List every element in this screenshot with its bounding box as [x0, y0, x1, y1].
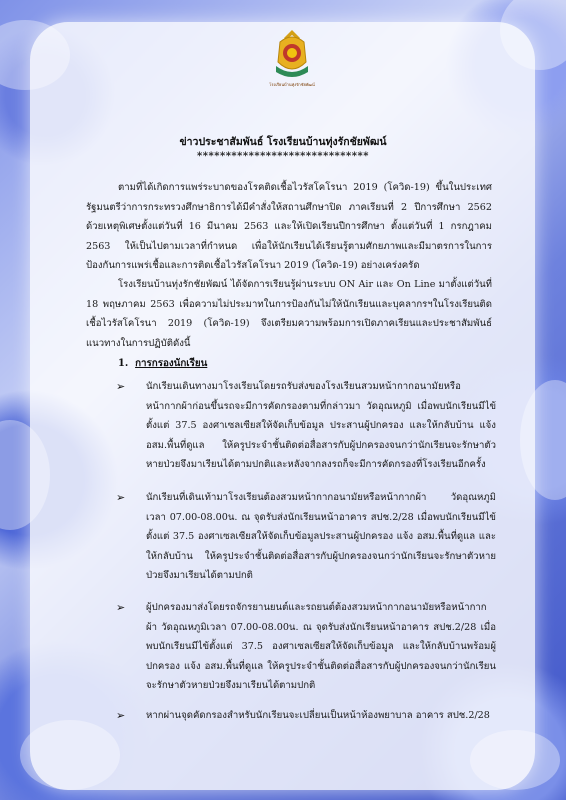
list-item-text: นักเรียนที่เดินเท้ามาโรงเรียนต้องสวมหน้ากากอนามัยหรือหน้ากากผ้า วัดอุณหภูมิ เวลา 07.00-08.00น. ณ จุดรับส่งนักเรียนหน้าอาคาร สปช.2/28 เมื่อพบนักเรียนมีไข้ตั้งแต่ 37.5 องศาเซลเซียสให้จัดเก็บข้อมูลประสานผู้ปกครอง แจ้ง อสม.พื้นที่ดูแล และให้กลับบ้าน ให้ครูประจำชั้นติดต่อสื่อสารกับผู้ปกครองจนกว่านักเรียนจะรักษาตัวหายป่วยจึงมาเรียนได้ตามปกติ — [146, 492, 496, 582]
arrow-bullet-icon: ➢ — [116, 380, 126, 393]
list-item — [116, 706, 496, 726]
section-number: 1. — [118, 358, 129, 369]
list-item — [116, 488, 496, 586]
logo-caption: โรงเรียนบ้านทุ่งรักชัยพัฒน์ — [269, 82, 315, 87]
list-item — [116, 598, 496, 696]
page-title: ข่าวประชาสัมพันธ์ โรงเรียนบ้านทุ่งรักชัยพัฒน์ — [179, 136, 387, 148]
separator: ****************************** — [197, 151, 369, 162]
intro-paragraph: ตามที่ได้เกิดการแพร่ระบาดของโรคติดเชื้อไวรัสโคโรนา 2019 (โควิด-19) ขึ้นในประเทศ รัฐมนตรีว่าการกระทรวงศึกษาธิการได้มีคำสั่งให้สถานศึกษาปิด ภาคเรียนที่ 2 ปีการศึกษา 2562 ด้วยเหตุพิเศษตั้งแต่วันที่ 16 มีนาคม 2563 และให้เปิดเรียนปีการศึกษา ตั้งแต่วันที่ 1 กรกฎาคม 2563 ให้เป็นไปตามเวลาที่กำหนด เพื่อให้นักเรียนได้เรียนรู้ตามศักยภาพและมีมาตรการในการป้องกันการแพร่เชื้อและการติดเชื้อไวรัสโคโรนา 2019 (โควิด-19) อย่างเคร่งครัด — [86, 182, 492, 272]
school-emblem-icon — [270, 28, 314, 80]
arrow-bullet-icon: ➢ — [116, 601, 126, 614]
list-item-text: ผู้ปกครองมาส่งโดยรถจักรยานยนต์และรถยนต์ต้องสวมหน้ากากอนามัยหรือหน้ากากผ้า วัดอุณหภูมิเวลา 07.00-08.00น. ณ จุดรับส่งนักเรียนหน้าอาคาร สปช.2/28 เมื่อพบนักเรียนมีไข้ตั้งแต่ 37.5 องศาเซลเซียสให้จัดเก็บข้อมูล และให้กลับบ้านพร้อมผู้ปกครอง แจ้ง อสม.พื้นที่ดูแล ให้ครูประจำชั้นติดต่อสื่อสารกับผู้ปกครองจนกว่านักเรียนจะรักษาตัวหายป่วยจึงมาเรียนได้ตามปกติ — [146, 602, 496, 692]
list-item-text: หากผ่านจุดคัดกรองสำหรับนักเรียนจะเปลี่ยนเป็นหน้าห้องพยาบาล อาคาร สปช.2/28 — [146, 710, 490, 721]
section-title: การกรองนักเรียน — [135, 358, 208, 369]
arrow-bullet-icon: ➢ — [116, 709, 126, 722]
list-item-text: นักเรียนเดินทางมาโรงเรียนโดยรถรับส่งของโรงเรียนสวมหน้ากากอนามัยหรือหน้ากากผ้าก่อนขึ้นรถจะมีการคัดกรองตามที่กล่าวมา วัดอุณหภูมิ เมื่อพบนักเรียนมีไข้ตั้งแต่ 37.5 องศาเซลเซียสให้จัดเก็บข้อมูล ประสานผู้ปกครอง และให้กลับบ้าน แจ้ง อสม.พื้นที่ดูแล ให้ครูประจำชั้นติดต่อสื่อสารกับผู้ปกครองจนกว่านักเรียนจะรักษาตัวหายป่วยจึงมาเรียนได้ตามปกติและหลังจากลงรถก็จะมีการคัดกรองที่โรงเรียนอีกครั้ง — [146, 381, 496, 471]
section-heading — [118, 356, 207, 371]
announcement-paragraph: โรงเรียนบ้านทุ่งรักชัยพัฒน์ ได้จัดการเรียนรู้ผ่านระบบ ON Air และ On Line มาตั้งแต่วันที่ 18 พฤษภาคม 2563 เพื่อความไม่ประมาทในการป้องกันไม่ให้นักเรียนและบุคลากรฯในโรงเรียนติดเชื้อไวรัสโคโรนา 2019 (โควิด-19) จึงเตรียมความพร้อมการเปิดภาคเรียนและประชาสัมพันธ์แนวทางในการปฏิบัติดังนี้ — [86, 279, 492, 349]
list-item — [116, 377, 496, 475]
arrow-bullet-icon: ➢ — [116, 491, 126, 504]
